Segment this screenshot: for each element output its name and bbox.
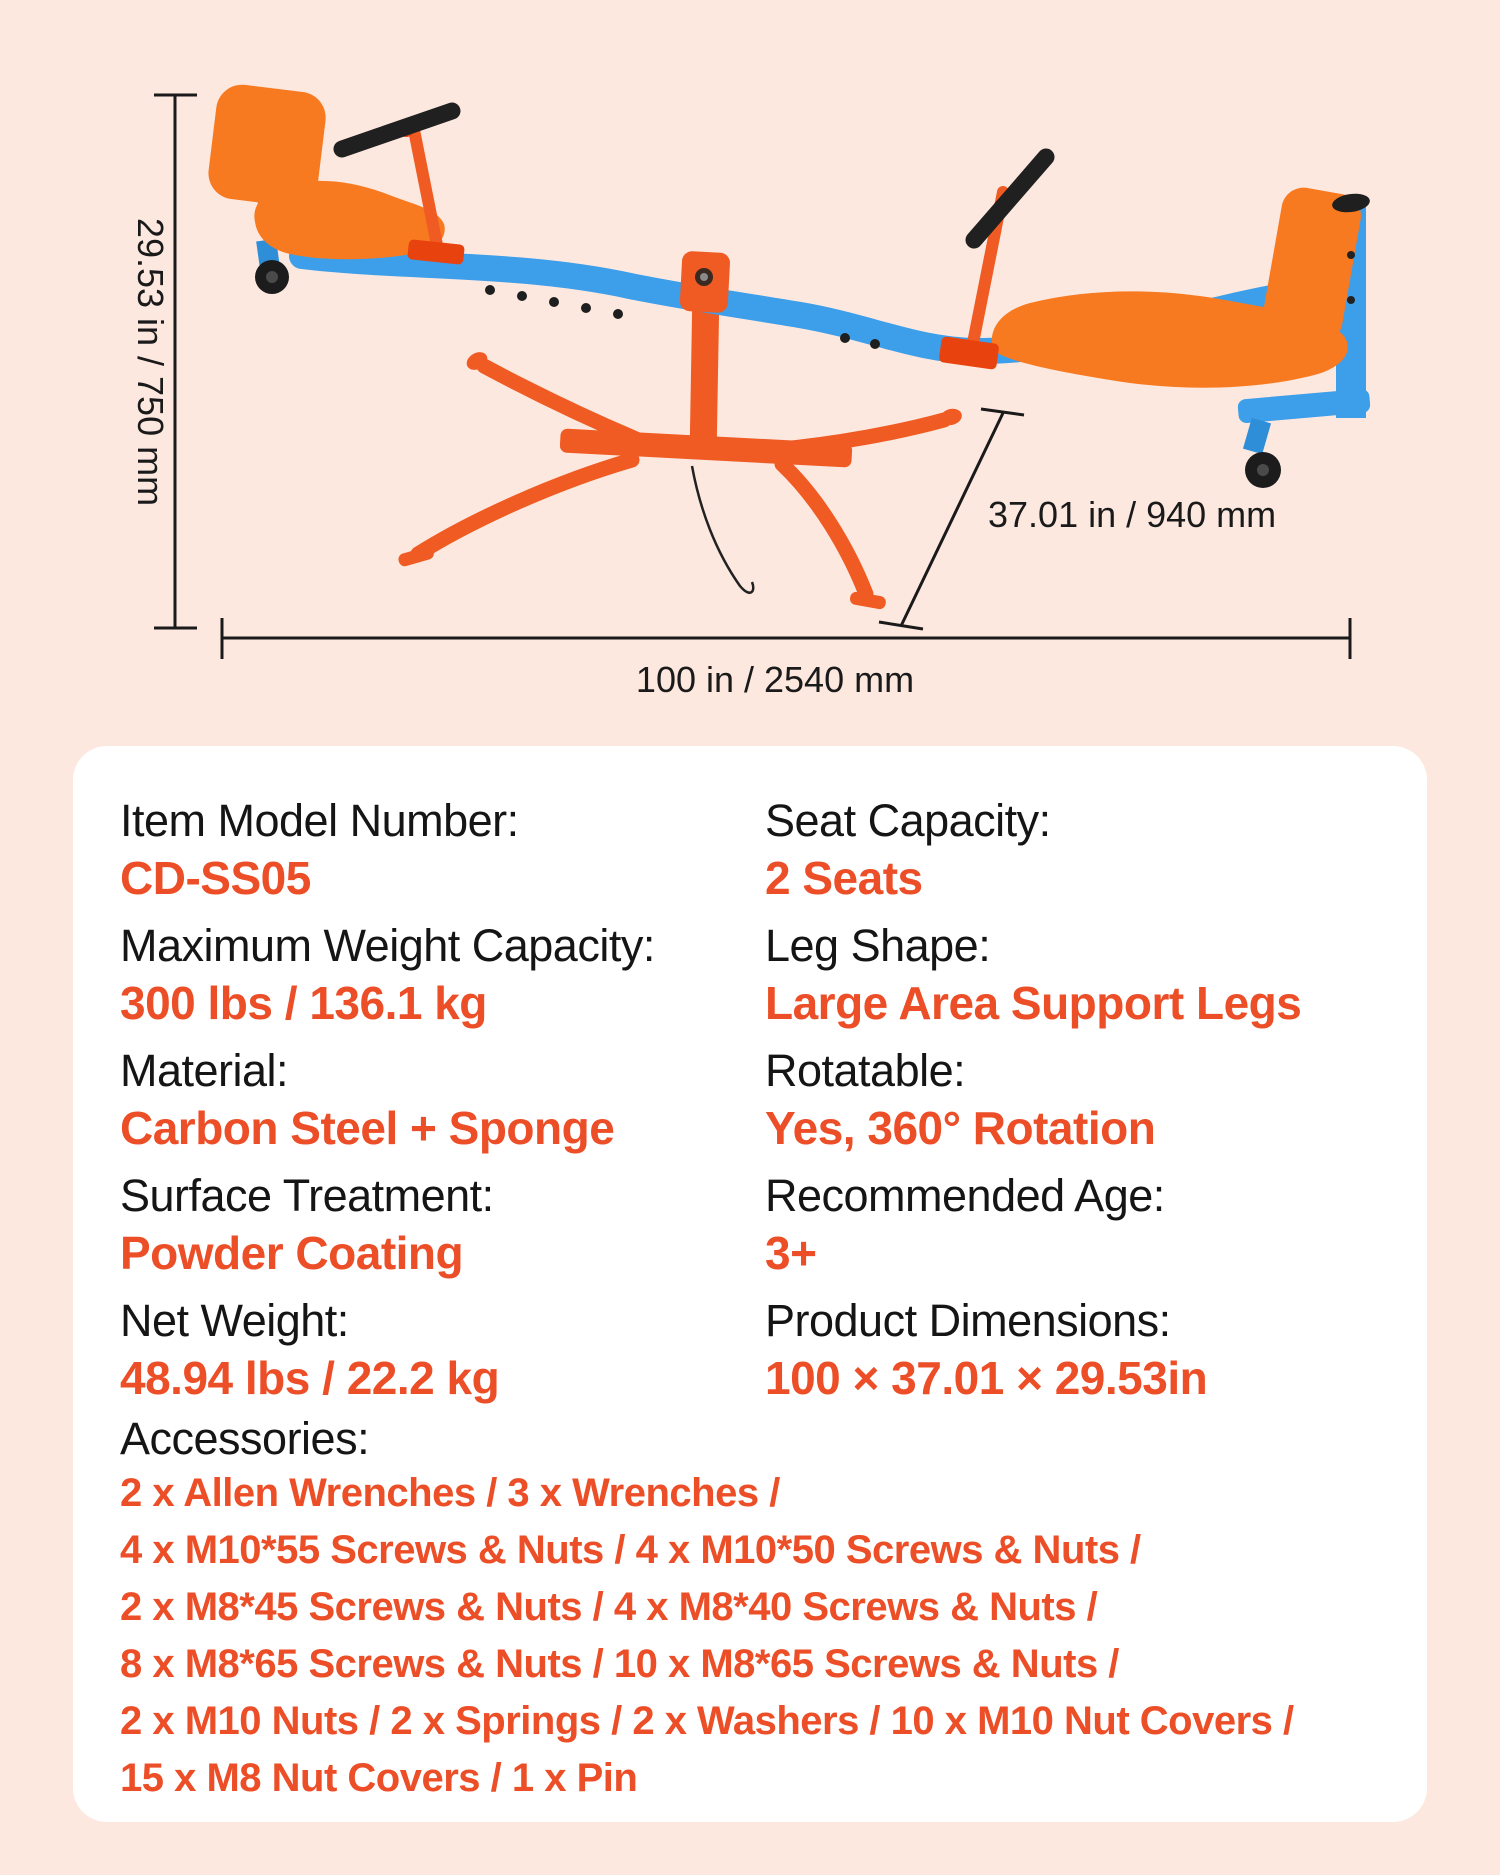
spec-label: Recommended Age: (765, 1170, 1165, 1221)
spec-card (73, 746, 1427, 1822)
right-caster-fork (1243, 418, 1271, 454)
leg-front-right (782, 464, 866, 594)
spec-label: Material: (120, 1045, 289, 1096)
spec-net-weight (120, 1295, 765, 1403)
spec-label: Item Model Number: (120, 795, 519, 846)
spec-value: 100 × 37.01 × 29.53in (765, 1352, 1208, 1404)
accessories-line: 2 x Allen Wrenches / 3 x Wrenches / (120, 1471, 780, 1515)
right-handle-grip (974, 157, 1046, 240)
spec-product-dimensions (765, 1295, 1407, 1403)
spec-value: 300 lbs / 136.1 kg (120, 977, 487, 1029)
accessories-label: Accessories: (120, 1413, 370, 1464)
spec-recommended-age (765, 1170, 1407, 1278)
spec-value: Large Area Support Legs (765, 977, 1302, 1029)
spec-label: Surface Treatment: (120, 1170, 494, 1221)
pivot-bracket (679, 251, 730, 313)
spec-label: Rotatable: (765, 1045, 966, 1096)
spec-value: Carbon Steel + Sponge (120, 1102, 615, 1154)
spec-seat-capacity (765, 795, 1407, 903)
right-bottom-bracket (1237, 388, 1371, 423)
left-handle-grip (342, 111, 452, 149)
spec-value: 2 Seats (765, 852, 923, 904)
pedestal-legs (418, 366, 944, 594)
accessories-line: 2 x M10 Nuts / 2 x Springs / 2 x Washers / 10 x M10 Nut Covers / (120, 1699, 1294, 1743)
safety-cable (692, 466, 753, 593)
left-wheel-hub (266, 271, 278, 283)
accessories-line: 4 x M10*55 Screws & Nuts / 4 x M10*50 Screws & Nuts / (120, 1528, 1141, 1572)
right-wheel-hub (1257, 464, 1269, 476)
spec-label: Net Weight: (120, 1295, 349, 1346)
depth-dimension-label: 37.01 in / 940 mm (988, 494, 1277, 535)
spec-value: 3+ (765, 1227, 817, 1279)
spec-value: CD-SS05 (120, 852, 311, 904)
spec-label: Product Dimensions: (765, 1295, 1171, 1346)
accessories-line: 8 x M8*65 Screws & Nuts / 10 x M8*65 Screws & Nuts / (120, 1642, 1119, 1686)
spec-leg-shape (765, 920, 1407, 1028)
accessories-line: 2 x M8*45 Screws & Nuts / 4 x M8*40 Screws & Nuts / (120, 1585, 1098, 1629)
spec-material (120, 1045, 765, 1153)
length-dimension-line (222, 618, 1350, 659)
spec-accessories (120, 1413, 1407, 1807)
spec-value: Yes, 360° Rotation (765, 1102, 1156, 1154)
spec-label: Leg Shape: (765, 920, 991, 971)
spec-max-weight (120, 920, 765, 1028)
pivot-bolt-center (700, 273, 708, 281)
spec-surface-treatment (120, 1170, 765, 1278)
height-dimension-label: 29.53 in / 750 mm (130, 217, 171, 507)
spec-label: Maximum Weight Capacity: (120, 920, 655, 971)
leg-front-left (418, 460, 632, 554)
product-illustration (0, 0, 1500, 745)
handle-grips (342, 111, 1046, 240)
accessories-line: 15 x M8 Nut Covers / 1 x Pin (120, 1756, 638, 1800)
spec-item-model-number (120, 795, 765, 903)
spec-value: Powder Coating (120, 1227, 464, 1279)
spec-value: 48.94 lbs / 22.2 kg (120, 1352, 500, 1404)
length-dimension-label: 100 in / 2540 mm (635, 659, 915, 700)
spec-rotatable (765, 1045, 1407, 1153)
spec-label: Seat Capacity: (765, 795, 1051, 846)
spec-grid (120, 795, 1407, 1403)
pedestal-post (690, 300, 720, 446)
